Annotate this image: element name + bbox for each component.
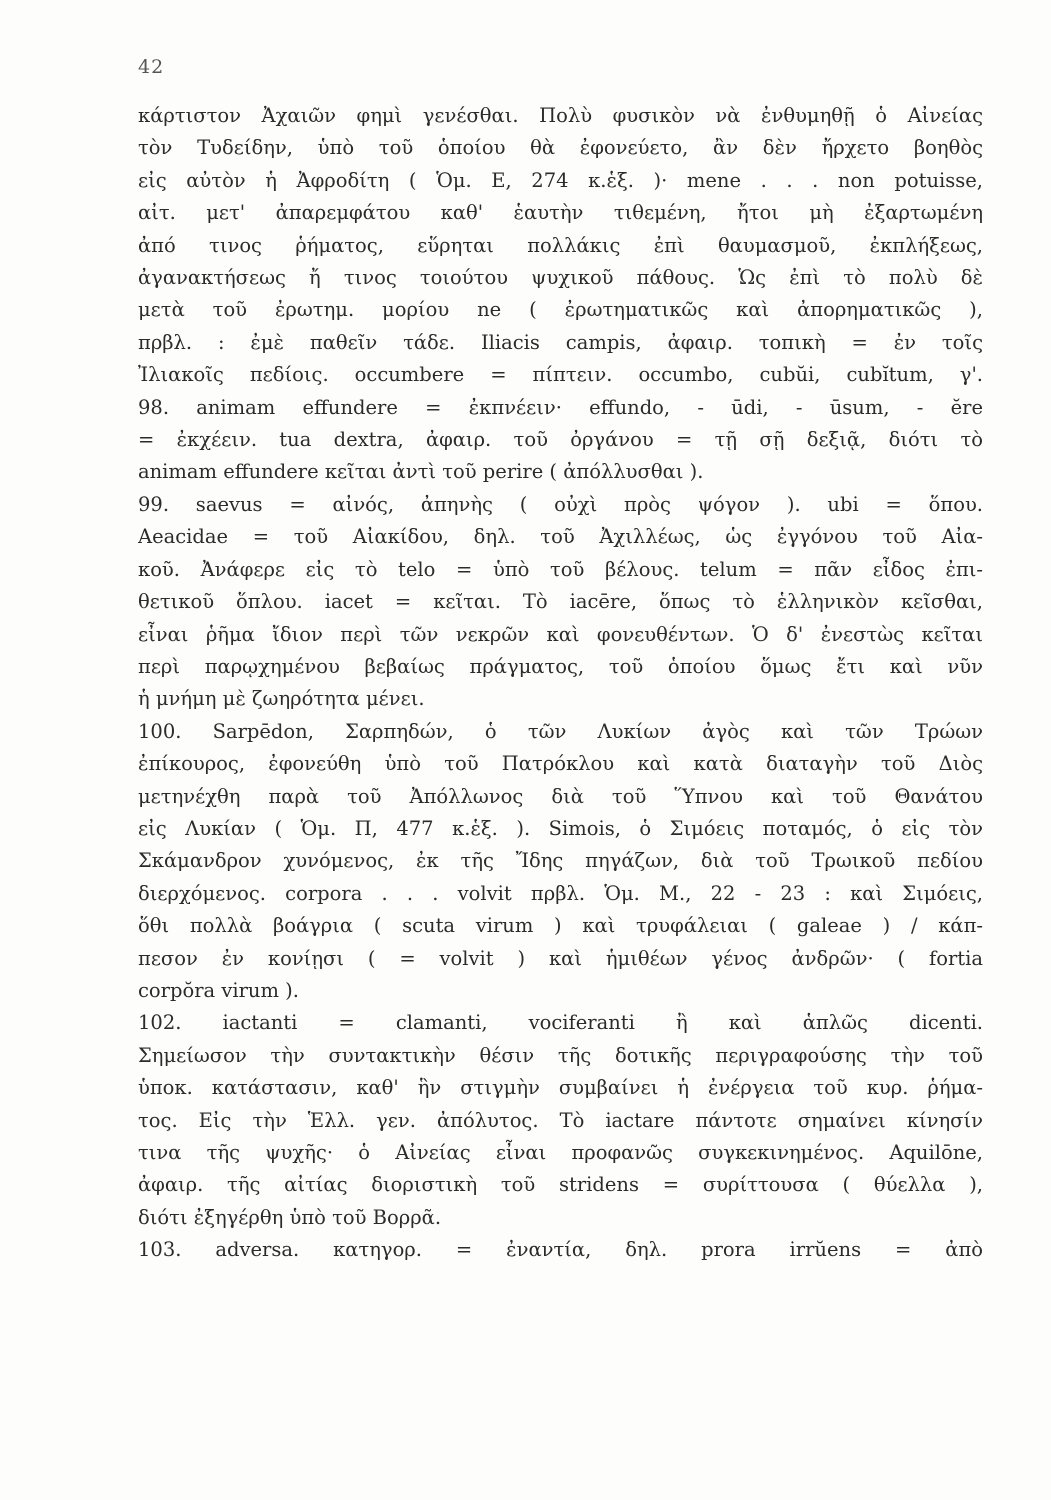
text-line: διότι ἐξηγέρθη ὑπὸ τοῦ Βορρᾶ.: [138, 1205, 442, 1229]
text-line: εἰς Λυκίαν ( Ὁμ. Π, 477 κ.ἑξ. ). Simois, ὁ Σιμόεις ποταμός, ὁ εἰς τὸν: [138, 816, 983, 840]
text-line: corpŏra virum ).: [138, 978, 299, 1002]
text-line: μετὰ τοῦ ἐρωτημ. μορίου ne ( ἐρωτηματικῶς καὶ ἀπορηματικῶς ),: [138, 298, 983, 322]
text-line: 103. adversa. κατηγορ. = ἐναντία, δηλ. prora irrŭens = ἀπὸ: [138, 1238, 983, 1262]
text-line: διερχόμενος. corpora . . . volvit πρβλ. Ὁμ. Μ., 22 - 23 : καὶ Σιμόεις,: [138, 881, 983, 905]
text-line: = ἐκχέειν. tua dextra, ἀφαιρ. τοῦ ὀργάνου = τῇ σῇ δεξιᾷ, διότι τὸ: [138, 428, 983, 452]
text-line: ἐπίκουρος, ἐφονεύθη ὑπὸ τοῦ Πατρόκλου καὶ κατὰ διαταγὴν τοῦ Διὸς: [138, 752, 983, 776]
text-line: εἰς αὐτὸν ἡ Ἀφροδίτη ( Ὁμ. Ε, 274 κ.ἑξ. )· mene . . . non potuisse,: [138, 168, 983, 192]
text-line: κοῦ. Ἀνάφερε εἰς τὸ telo = ὑπὸ τοῦ βέλους. telum = πᾶν εἶδος ἐπι-: [138, 557, 983, 581]
text-line: τὸν Τυδείδην, ὑπὸ τοῦ ὁποίου θὰ ἐφονεύετο, ἂν δὲν ἤρχετο βοηθὸς: [138, 136, 983, 160]
text-line: 102. iactanti = clamanti, vociferanti ἢ καὶ ἁπλῶς dicenti.: [138, 1011, 983, 1035]
text-line: ὑποκ. κατάστασιν, καθ' ἣν στιγμὴν συμβαίνει ἡ ἐνέργεια τοῦ κυρ. ῥήμα-: [138, 1076, 983, 1100]
text-line: Σημείωσον τὴν συντακτικὴν θέσιν τῆς δοτικῆς περιγραφούσης τὴν τοῦ: [138, 1043, 983, 1067]
text-line: ἀφαιρ. τῆς αἰτίας διοριστικὴ τοῦ stridens = συρίττουσα ( θύελλα ),: [138, 1173, 983, 1197]
text-line: πεσον ἐν κονίῃσι ( = volvit ) καὶ ἡμιθέων γένος ἀνδρῶν· ( fortia: [138, 946, 983, 970]
text-line: 99. saevus = αἰνός, ἀπηνὴς ( οὐχὶ πρὸς ψόγον ). ubi = ὅπου.: [138, 492, 983, 516]
text-line: κάρτιστον Ἀχαιῶν φημὶ γενέσθαι. Πολὺ φυσικὸν νὰ ἐνθυμηθῇ ὁ Αἰνείας: [138, 104, 983, 127]
text-line: Ἰλιακοῖς πεδίοις. occumbere = πίπτειν. occumbo, cubŭi, cubĭtum, γ'.: [138, 363, 983, 387]
text-line: ἀγανακτήσεως ἤ τινος τοιούτου ψυχικοῦ πάθους. Ὡς ἐπὶ τὸ πολὺ δὲ: [138, 266, 983, 290]
text-line: 100. Sarpēdon, Σαρπηδών, ὁ τῶν Λυκίων ἀγὸς καὶ τῶν Τρώων: [138, 719, 983, 743]
text-line: Aeacidae = τοῦ Αἰακίδου, δηλ. τοῦ Ἀχιλλέως, ὡς ἐγγόνου τοῦ Αἰα-: [138, 525, 983, 549]
text-line: αἰτ. μετ' ἀπαρεμφάτου καθ' ἑαυτὴν τιθεμένη, ἤτοι μὴ ἐξαρτωμένη: [138, 201, 983, 225]
text-line: Σκάμανδρον χυνόμενος, ἐκ τῆς Ἴδης πηγάζων, διὰ τοῦ Τρωικοῦ πεδίου: [138, 849, 983, 873]
commentary-text: [138, 100, 983, 1267]
page-number: 42: [138, 56, 165, 78]
text-line: μετηνέχθη παρὰ τοῦ Ἀπόλλωνος διὰ τοῦ Ὕπνου καὶ τοῦ Θανάτου: [138, 784, 983, 808]
text-line: τινα τῆς ψυχῆς· ὁ Αἰνείας εἶναι προφανῶς συγκεκινημένος. Aquilōne,: [138, 1141, 983, 1164]
text-line: 98. animam effundere = ἐκπνέειν· effundo, - ūdi, - ūsum, - ĕre: [138, 395, 983, 419]
text-line: ἡ μνήμη μὲ ζωηρότητα μένει.: [138, 687, 425, 711]
text-line: πρβλ. : ἐμὲ παθεῖν τάδε. Iliacis campis, ἀφαιρ. τοπικὴ = ἐν τοῖς: [138, 330, 983, 354]
text-line: θετικοῦ ὅπλου. iacet = κεῖται. Τὸ iacēre, ὅπως τὸ ἑλληνικὸν κεῖσθαι,: [138, 590, 983, 614]
text-line: ἀπό τινος ῥήματος, εὕρηται πολλάκις ἐπὶ θαυμασμοῦ, ἐκπλήξεως,: [138, 233, 983, 257]
text-line: εἶναι ῥῆμα ἴδιον περὶ τῶν νεκρῶν καὶ φονευθέντων. Ὁ δ' ἐνεστὼς κεῖται: [138, 622, 983, 646]
text-line: τος. Εἰς τὴν Ἑλλ. γεν. ἀπόλυτος. Τὸ iactare πάντοτε σημαίνει κίνησίν: [138, 1108, 983, 1132]
text-line: animam effundere κεῖται ἀντὶ τοῦ perire ( ἀπόλλυσθαι ).: [138, 460, 704, 484]
text-line: περὶ παρῳχημένου βεβαίως πράγματος, τοῦ ὁποίου ὅμως ἔτι καὶ νῦν: [138, 654, 983, 678]
text-line: ὅθι πολλὰ βοάγρια ( scuta virum ) καὶ τρυφάλειαι ( galeae ) / κάπ-: [138, 914, 983, 938]
